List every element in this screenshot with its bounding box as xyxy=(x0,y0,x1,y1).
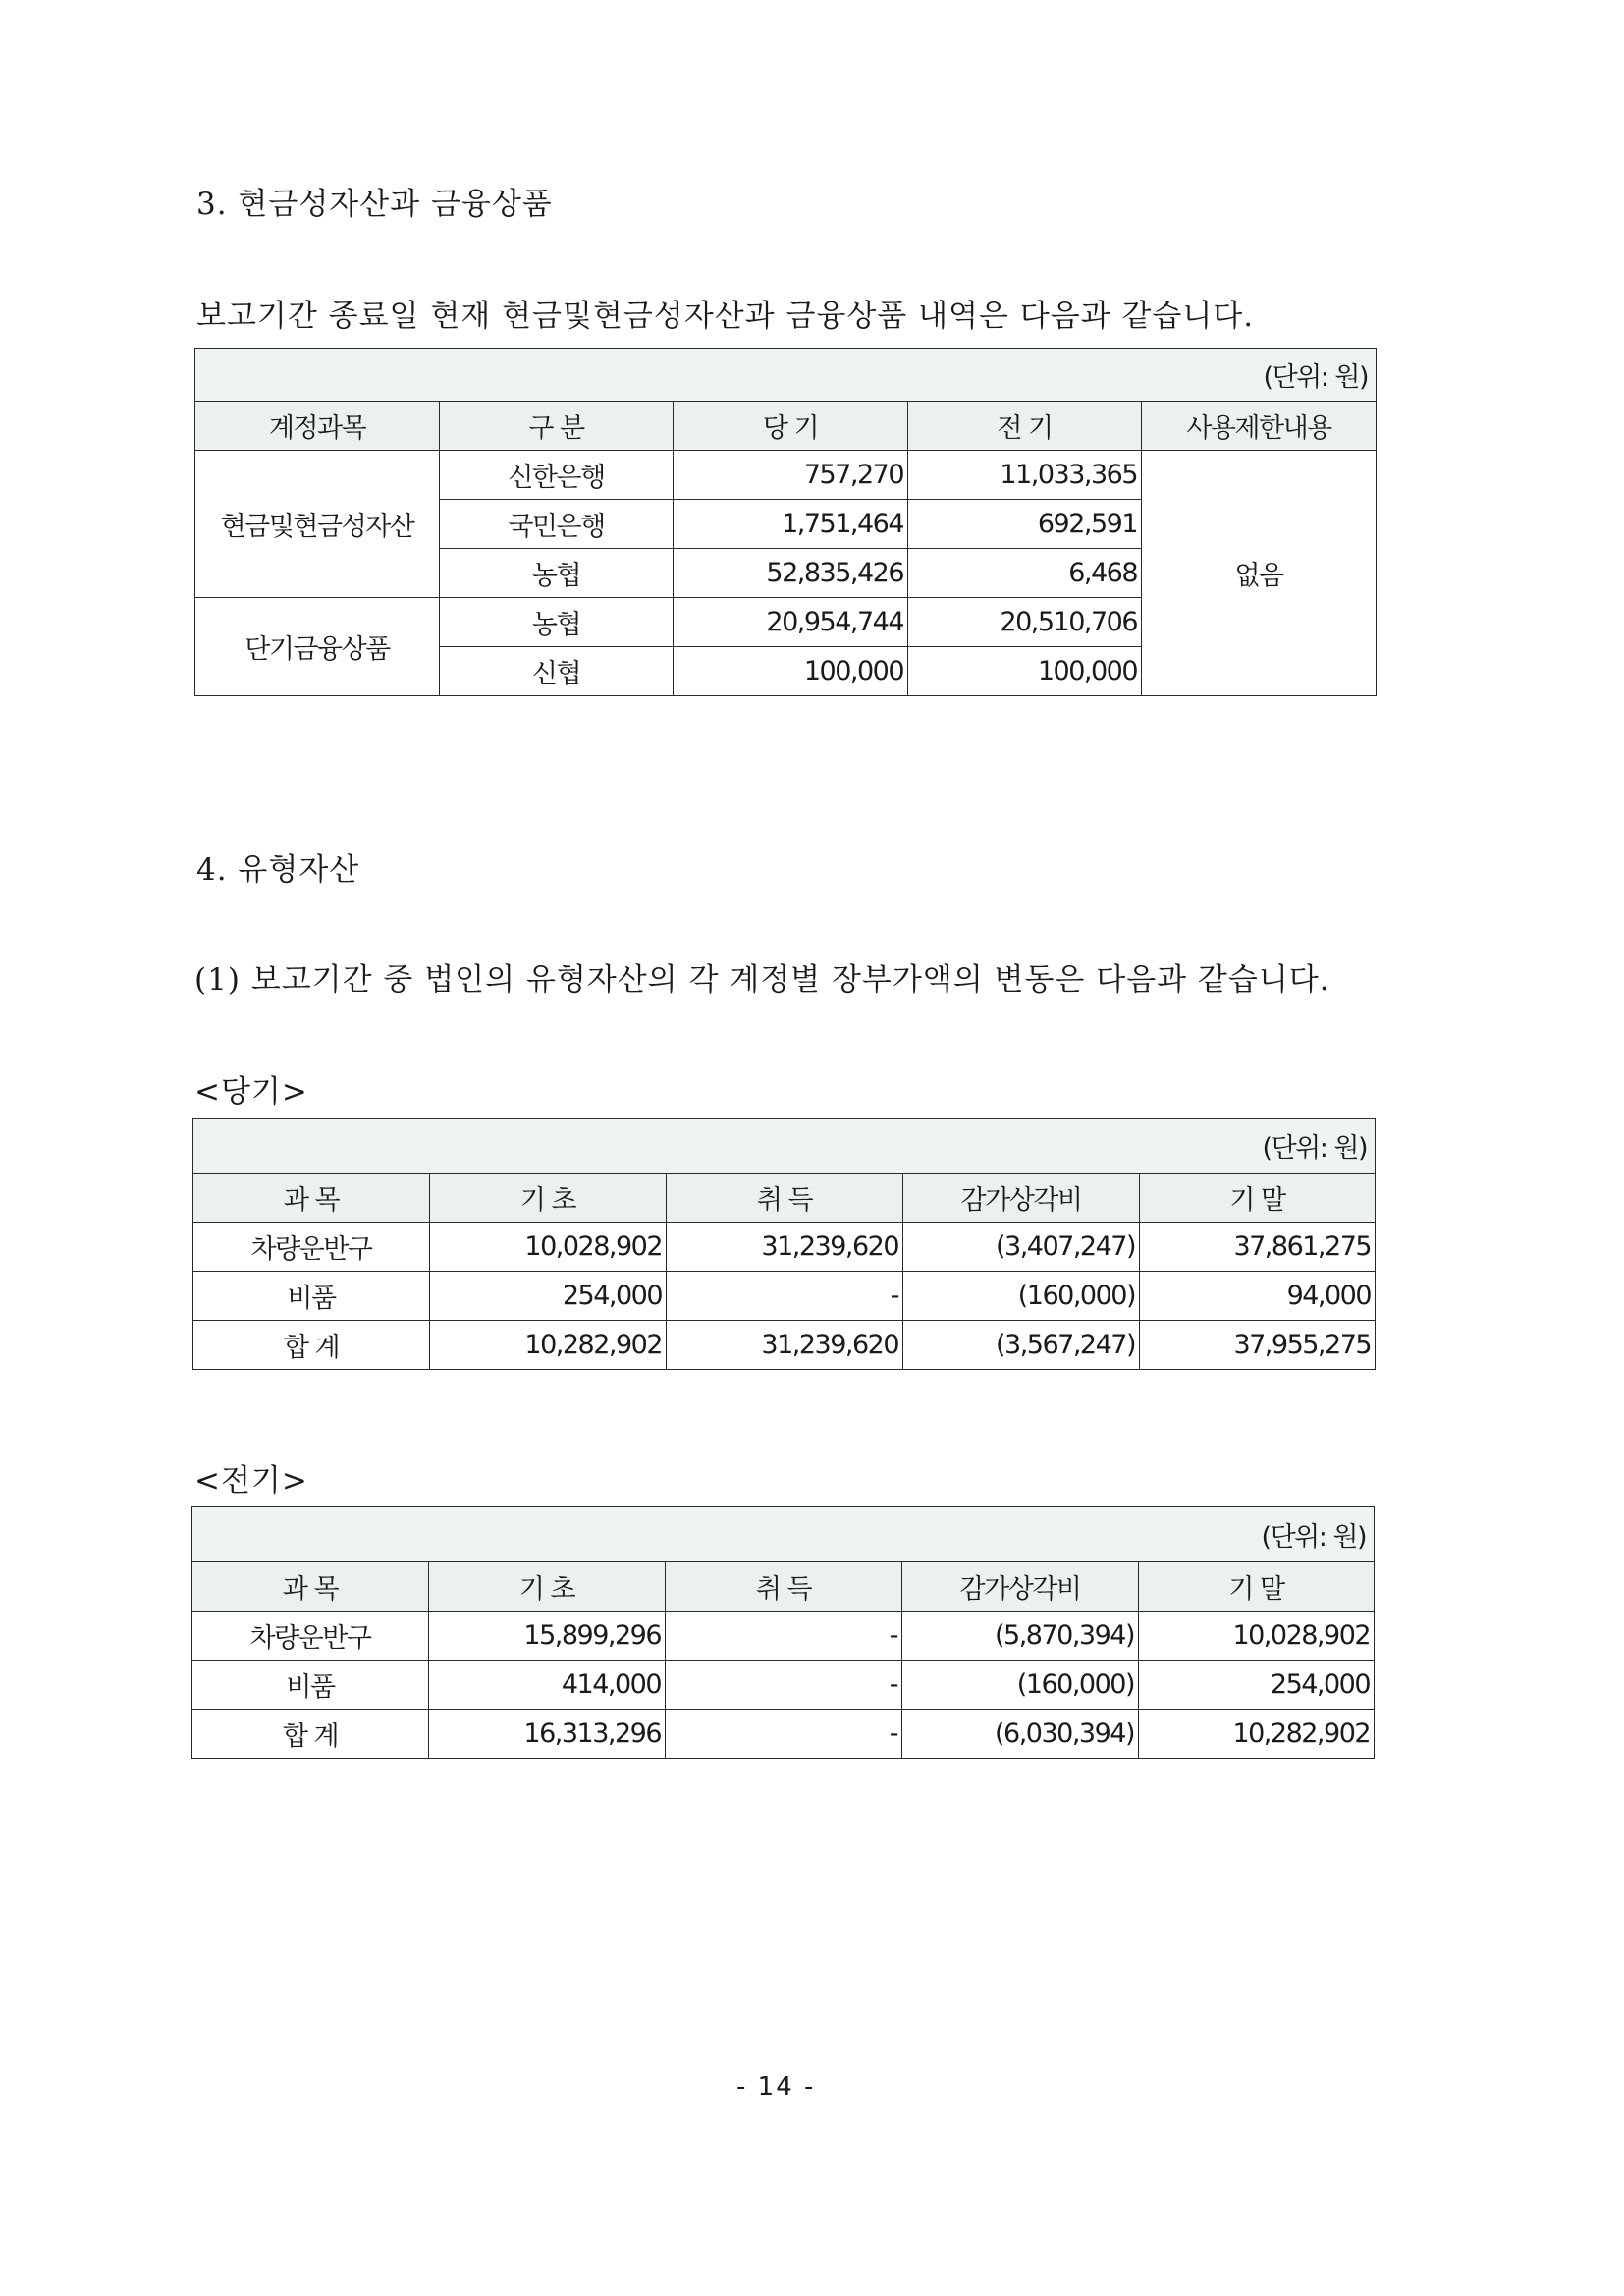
header-ending: 기 말 xyxy=(1139,1562,1375,1612)
item-name: 합 계 xyxy=(192,1710,429,1759)
depreciation-amount: (6,030,394) xyxy=(902,1710,1139,1759)
ending-amount: 94,000 xyxy=(1140,1272,1376,1321)
depreciation-amount: (3,407,247) xyxy=(903,1223,1140,1272)
prior-amount: 11,033,365 xyxy=(908,451,1142,500)
restriction-value: 없음 xyxy=(1142,451,1377,696)
beginning-amount: 16,313,296 xyxy=(429,1710,666,1759)
header-item: 과 목 xyxy=(193,1174,430,1223)
header-restriction: 사용제한내용 xyxy=(1142,402,1377,451)
tangible-current-table xyxy=(192,1118,1376,1370)
acquisition-amount: - xyxy=(666,1661,902,1710)
header-prior: 전 기 xyxy=(908,402,1142,451)
depreciation-amount: (160,000) xyxy=(902,1661,1139,1710)
cash-table xyxy=(194,348,1377,696)
item-name: 차량운반구 xyxy=(192,1612,429,1661)
prior-amount: 100,000 xyxy=(908,647,1142,696)
ending-amount: 10,028,902 xyxy=(1139,1612,1375,1661)
item-name: 합 계 xyxy=(193,1321,430,1370)
unit-label: (단위: 원) xyxy=(192,1507,1375,1562)
header-acquisition: 취 득 xyxy=(666,1562,902,1612)
unit-label: (단위: 원) xyxy=(195,349,1377,402)
item-name: 차량운반구 xyxy=(193,1223,430,1272)
acquisition-amount: - xyxy=(667,1272,903,1321)
group-cash: 현금및현금성자산 xyxy=(195,451,440,598)
tangible-prior-table xyxy=(191,1506,1375,1759)
header-account: 계정과목 xyxy=(195,402,440,451)
page-number: - 14 - xyxy=(736,2072,816,2102)
ending-amount: 37,955,275 xyxy=(1140,1321,1376,1370)
table-row xyxy=(193,1321,1376,1370)
header-beginning: 기 초 xyxy=(430,1174,667,1223)
current-period-label: <당기> xyxy=(194,1074,308,1110)
bank-name: 농협 xyxy=(440,598,674,647)
table-row xyxy=(192,1612,1375,1661)
item-name: 비품 xyxy=(192,1661,429,1710)
item-name: 비품 xyxy=(193,1272,430,1321)
current-amount: 757,270 xyxy=(674,451,908,500)
header-beginning: 기 초 xyxy=(429,1562,666,1612)
prior-amount: 20,510,706 xyxy=(908,598,1142,647)
table-row xyxy=(192,1710,1375,1759)
beginning-amount: 10,028,902 xyxy=(430,1223,667,1272)
section4-title: 4. 유형자산 xyxy=(196,852,360,888)
current-amount: 52,835,426 xyxy=(674,549,908,598)
table-row xyxy=(193,1223,1376,1272)
header-ending: 기 말 xyxy=(1140,1174,1376,1223)
acquisition-amount: 31,239,620 xyxy=(667,1223,903,1272)
header-depreciation: 감가상각비 xyxy=(903,1174,1140,1223)
ending-amount: 254,000 xyxy=(1139,1661,1375,1710)
current-amount: 1,751,464 xyxy=(674,500,908,549)
bank-name: 신협 xyxy=(440,647,674,696)
table-row xyxy=(195,451,1377,500)
acquisition-amount: 31,239,620 xyxy=(667,1321,903,1370)
header-current: 당 기 xyxy=(674,402,908,451)
table-row xyxy=(192,1661,1375,1710)
ending-amount: 37,861,275 xyxy=(1140,1223,1376,1272)
section3-intro: 보고기간 종료일 현재 현금및현금성자산과 금융상품 내역은 다음과 같습니다. xyxy=(196,299,1255,334)
prior-amount: 692,591 xyxy=(908,500,1142,549)
header-category: 구 분 xyxy=(440,402,674,451)
ending-amount: 10,282,902 xyxy=(1139,1710,1375,1759)
depreciation-amount: (5,870,394) xyxy=(902,1612,1139,1661)
section3-title: 3. 현금성자산과 금융상품 xyxy=(196,187,553,222)
current-amount: 20,954,744 xyxy=(674,598,908,647)
acquisition-amount: - xyxy=(666,1612,902,1661)
bank-name: 국민은행 xyxy=(440,500,674,549)
bank-name: 신한은행 xyxy=(440,451,674,500)
header-acquisition: 취 득 xyxy=(667,1174,903,1223)
section4-intro: (1) 보고기간 중 법인의 유형자산의 각 계정별 장부가액의 변동은 다음과 같습니다. xyxy=(194,962,1330,998)
current-amount: 100,000 xyxy=(674,647,908,696)
prior-period-label: <전기> xyxy=(194,1463,308,1499)
table-row xyxy=(193,1272,1376,1321)
prior-amount: 6,468 xyxy=(908,549,1142,598)
beginning-amount: 10,282,902 xyxy=(430,1321,667,1370)
header-item: 과 목 xyxy=(192,1562,429,1612)
acquisition-amount: - xyxy=(666,1710,902,1759)
header-depreciation: 감가상각비 xyxy=(902,1562,1139,1612)
beginning-amount: 15,899,296 xyxy=(429,1612,666,1661)
group-short-term: 단기금융상품 xyxy=(195,598,440,696)
depreciation-amount: (3,567,247) xyxy=(903,1321,1140,1370)
bank-name: 농협 xyxy=(440,549,674,598)
depreciation-amount: (160,000) xyxy=(903,1272,1140,1321)
beginning-amount: 254,000 xyxy=(430,1272,667,1321)
unit-label: (단위: 원) xyxy=(193,1119,1376,1174)
beginning-amount: 414,000 xyxy=(429,1661,666,1710)
